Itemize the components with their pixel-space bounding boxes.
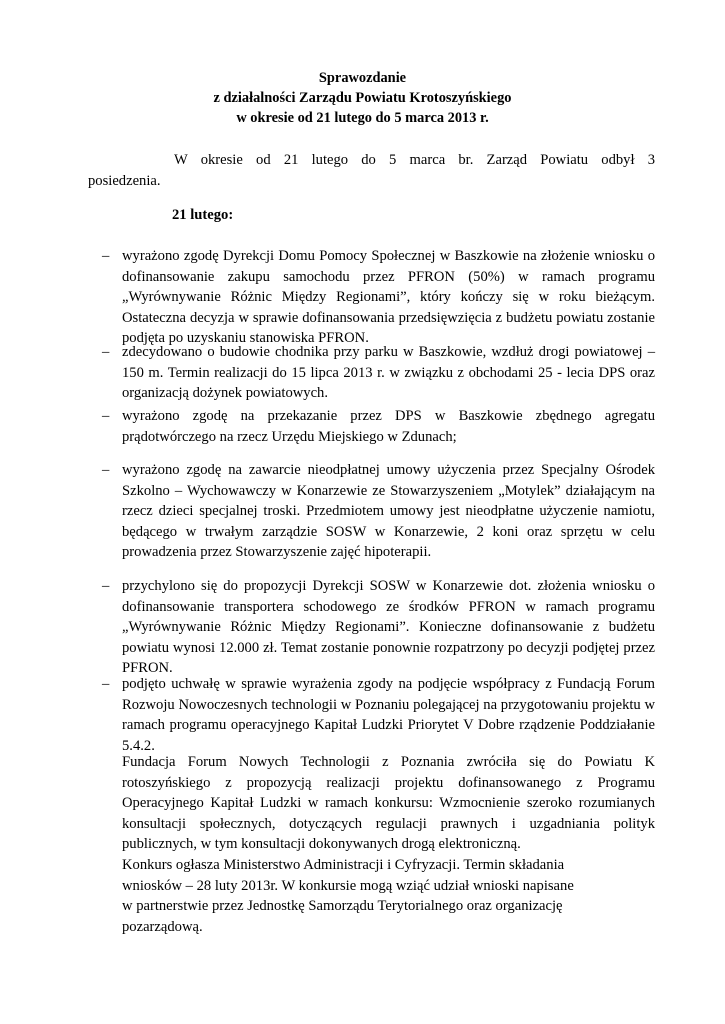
report-period: w okresie od 21 lutego do 5 marca 2013 r.: [236, 110, 489, 126]
dash-bullet: –: [102, 462, 110, 478]
list-item: [88, 674, 655, 756]
list-item: [88, 246, 655, 349]
report-title: Sprawozdanie: [318, 70, 407, 86]
intro-line-continued: posiedzenia.: [88, 172, 161, 189]
fundacja-paragraph: Fundacja Forum Nowych Technologii z Poznania zwróciła się do Powiatu K rotoszyńskiego z propozycją realizacji projektu dofinansowanego z Programu Operacyjnego Kapitał Ludzki w ramach konkursu: Wzmocnienie szeroko rozumianych konsultacji społecznych, dotyczących regulacji prawnych i uzgadniania polityk publicznych, w tym konsultacji dokonywanych drogą elektroniczną.: [122, 754, 655, 853]
intro-text: W okresie od 21 lutego do 5 marca br. Zarząd Powiatu odbył 3: [174, 152, 655, 168]
dash-bullet: –: [102, 578, 110, 594]
list-item: [88, 406, 655, 447]
list-item: [88, 576, 655, 679]
list-item-text: przychylono się do propozycji Dyrekcji SOSW w Konarzewie dot. złożenia wniosku o dofinansowanie transportera schodowego ze środków PFRON w ramach programu „Wyrównywanie Różnic Między Regionami”. Konieczne dofinansowanie z budżetu powiatu wynosi 12.000 zł. Temat zostanie ponownie rozpatrzony po decyzji podjętej przez PFRON.: [122, 578, 655, 677]
dash-bullet: –: [102, 676, 110, 692]
list-item-text: wyrażono zgodę Dyrekcji Domu Pomocy Społecznej w Baszkowie na złożenie wniosku o dofinansowanie zakupu samochodu przez PFRON (50%) w ramach programu „Wyrównywanie Różnic Między Regionami”, który kończy się w roku bieżącym. Ostateczna decyzja w sprawie dofinansowania przedsięwzięcia z budżetu powiatu zostanie podjęta po uzyskaniu stanowiska PFRON.: [122, 248, 655, 347]
list-item-text: wyrażono zgodę na przekazanie przez DPS w Baszkowie zbędnego agregatu prądotwórczego na rzecz Urzędu Miejskiego w Zdunach;: [122, 408, 655, 445]
list-item: [88, 342, 655, 404]
dash-bullet: –: [102, 248, 110, 264]
konkurs-line: Konkurs ogłasza Ministerstwo Administracji i Cyfryzacji. Termin składania: [122, 857, 565, 873]
konkurs-line: w partnerstwie przez Jednostkę Samorządu Terytorialnego oraz organizację: [122, 898, 563, 915]
konkurs-line: wniosków – 28 luty 2013r. W konkursie mogą wziąć udział wnioski napisane: [122, 877, 574, 894]
list-item-text: podjęto uchwałę w sprawie wyrażenia zgody na podjęcie współpracy z Fundacją Forum Rozwoju Nowoczesnych technologii w Poznaniu polegającej na przygotowaniu projektu w ramach programu operacyjnego Kapitał Ludzki Priorytet V Dobre rządzenie Poddziałanie 5.4.2.: [122, 676, 655, 754]
intro-line: [88, 150, 655, 171]
list-item-text: wyrażono zgodę na zawarcie nieodpłatnej umowy użyczenia przez Specjalny Ośrodek Szkolno – Wychowawczy w Konarzewie ze Stowarzyszeniem „Motylek” działającym na rzecz dzieci specjalnej troski. Przedmiotem umowy jest nieodpłatne użyczenie namiotu, będącego w trwałym zarządzie SOSW w Konarzewie, 2 koni oraz sprzętu w celu prowadzenia przez Stowarzyszenie zajęć hipoterapii.: [122, 462, 655, 561]
list-item-text: zdecydowano o budowie chodnika przy parku w Baszkowie, wzdłuż drogi powiatowej – 150 m. Termin realizacji do 15 lipca 2013 r. w związku z obchodami 25 - lecia DPS oraz organizacją dożynek powiatowych.: [122, 344, 655, 402]
date-heading: 21 lutego:: [172, 207, 234, 223]
report-subtitle: z działalności Zarządu Powiatu Krotoszyńskiego: [213, 90, 512, 106]
dash-bullet: –: [102, 344, 110, 360]
list-item: [88, 460, 655, 563]
dash-bullet: –: [102, 408, 110, 424]
konkurs-line: pozarządową.: [122, 918, 203, 935]
